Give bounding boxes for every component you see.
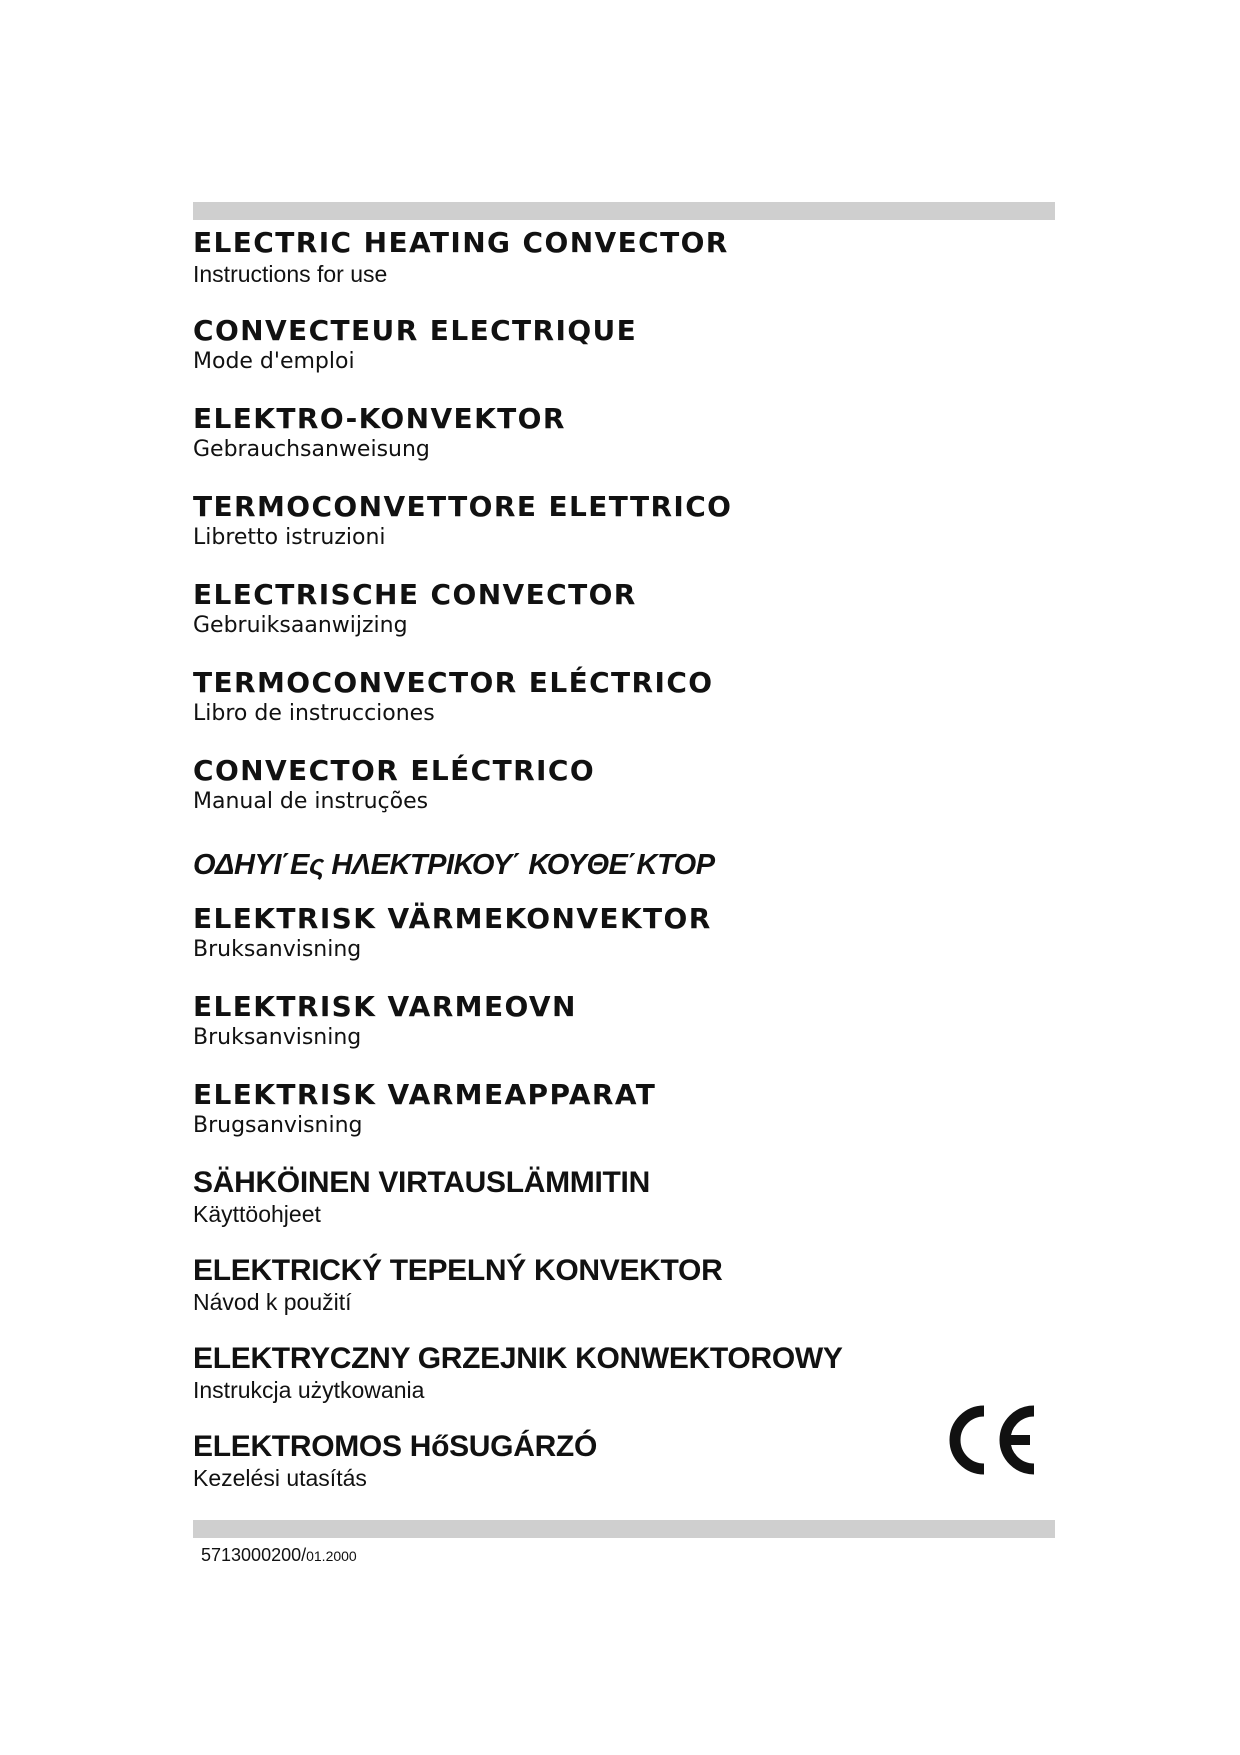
- entry-greek: [193, 842, 1053, 902]
- entry-subtitle: Libro de instrucciones: [193, 701, 435, 726]
- entry-subtitle: Libretto istruzioni: [193, 525, 386, 550]
- entry-dutch: [193, 578, 1053, 666]
- entry-danish: [193, 1078, 1053, 1166]
- entry-title: ELECTRIC HEATING CONVECTOR: [193, 226, 729, 259]
- ce-conformity-mark: [944, 1405, 1040, 1475]
- entry-title: ELEKTRISK VARMEOVN: [193, 990, 577, 1023]
- entry-title: ELEKTRISK VÄRMEKONVEKTOR: [193, 902, 712, 935]
- entry-subtitle: Brugsanvisning: [193, 1113, 363, 1138]
- entry-spanish: [193, 666, 1053, 754]
- entry-czech: [193, 1254, 1053, 1342]
- entry-finnish: [193, 1166, 1053, 1254]
- entry-portuguese: [193, 754, 1053, 842]
- entry-title: TERMOCONVETTORE ELETTRICO: [193, 490, 733, 523]
- entry-title: ΟΔΗΥΙ΄Ες ΗΛΕΚΤΡΙΚΟΥ΄ ΚΟΥΘΕ΄ΚΤΟΡ: [193, 849, 715, 881]
- entry-subtitle: Manual de instruções: [193, 789, 429, 814]
- entry-norwegian: [193, 990, 1053, 1078]
- entry-subtitle: Gebrauchsanweisung: [193, 437, 430, 462]
- entry-title: ELEKTROMOS HőSUGÁRZÓ: [193, 1430, 597, 1463]
- entry-english: [193, 226, 1053, 314]
- entry-title: ELEKTRICKÝ TEPELNÝ KONVEKTOR: [193, 1254, 723, 1287]
- document-number: 5713000200/: [201, 1545, 307, 1565]
- entry-german: [193, 402, 1053, 490]
- entry-subtitle: Návod k použití: [193, 1289, 352, 1315]
- entry-subtitle: Mode d'emploi: [193, 349, 355, 374]
- language-title-list: [193, 226, 1053, 1518]
- entry-swedish: [193, 902, 1053, 990]
- entry-polish: [193, 1342, 1053, 1430]
- entry-subtitle: Käyttöohjeet: [193, 1201, 321, 1227]
- entry-hungarian: [193, 1430, 1053, 1518]
- bottom-divider-bar: [193, 1520, 1055, 1538]
- entry-subtitle: Bruksanvisning: [193, 937, 362, 962]
- document-date: 01.2000: [306, 1548, 357, 1564]
- entry-title: ELEKTRO-KONVEKTOR: [193, 402, 566, 435]
- entry-title: ELEKTRYCZNY GRZEJNIK KONWEKTOROWY: [193, 1342, 843, 1375]
- entry-title: CONVECTEUR ELECTRIQUE: [193, 314, 638, 347]
- entry-title: SÄHKÖINEN VIRTAUSLÄMMITIN: [193, 1166, 650, 1199]
- top-divider-bar: [193, 202, 1055, 220]
- entry-subtitle: Bruksanvisning: [193, 1025, 362, 1050]
- entry-title: CONVECTOR ELÉCTRICO: [193, 754, 596, 787]
- entry-italian: [193, 490, 1053, 578]
- entry-subtitle: Instructions for use: [193, 261, 388, 287]
- entry-title: ELEKTRISK VARMEAPPARAT: [193, 1078, 657, 1111]
- entry-subtitle: Instrukcja użytkowania: [193, 1377, 425, 1403]
- entry-subtitle: Kezelési utasítás: [193, 1465, 367, 1491]
- entry-subtitle: Gebruiksaanwijzing: [193, 613, 408, 638]
- entry-french: [193, 314, 1053, 402]
- document-code: [201, 1545, 357, 1566]
- entry-title: TERMOCONVECTOR ELÉCTRICO: [193, 666, 714, 699]
- entry-title: ELECTRISCHE CONVECTOR: [193, 578, 637, 611]
